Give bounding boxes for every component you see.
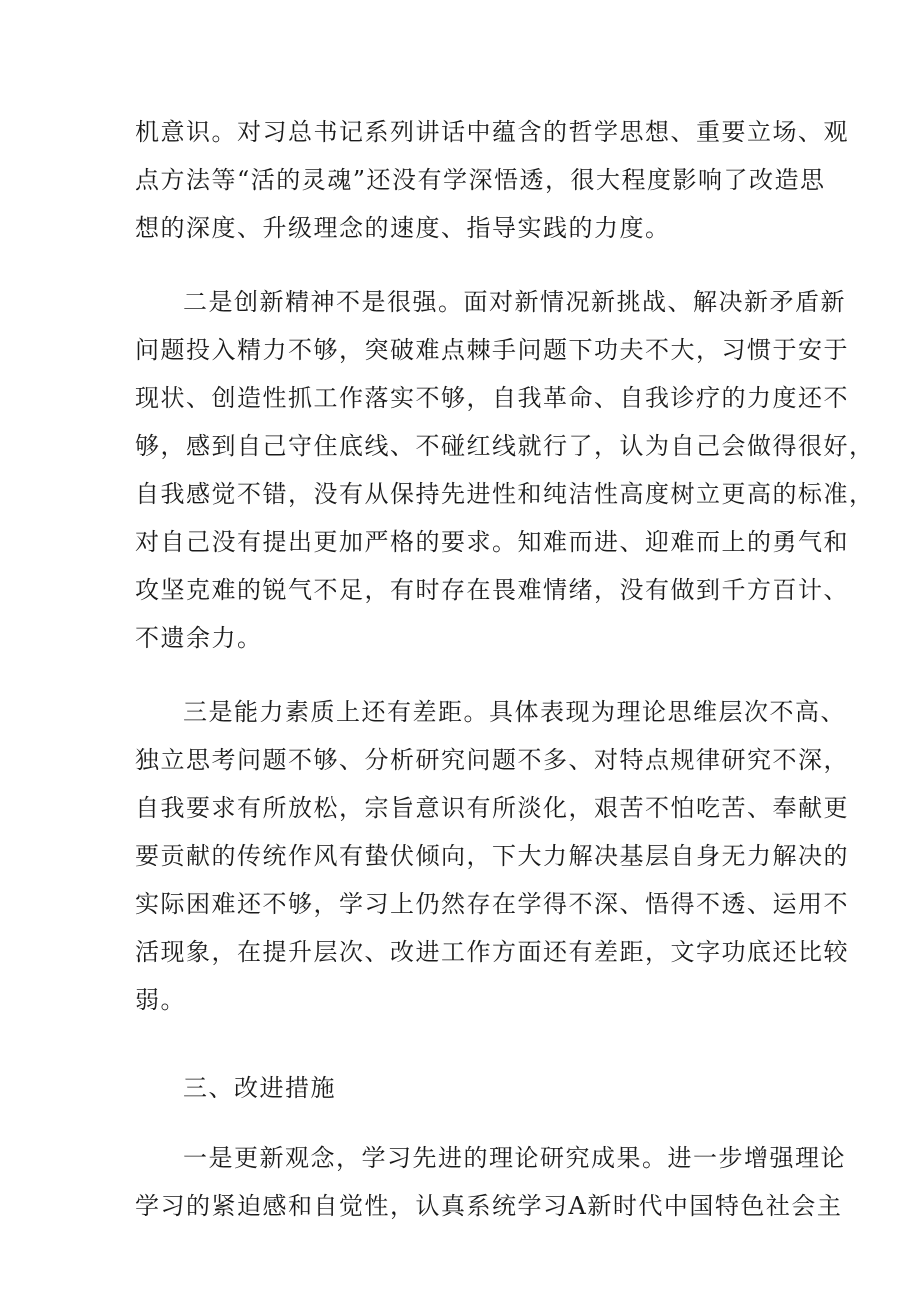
paragraph-line: 不遗余力。: [135, 624, 263, 652]
paragraph-line: 活现象，在提升层次、改进工作方面还有差距，文字功底还比较: [135, 938, 849, 966]
paragraph-line: 二是创新精神不是很强。面对新情况新挑战、解决新矛盾新: [183, 288, 846, 316]
paragraph-line: 对自己没有提出更加严格的要求。知难而进、迎难而上的勇气和: [135, 528, 849, 556]
paragraph-spacer: [135, 252, 805, 278]
paragraph-line: 三是能力素质上还有差距。具体表现为理论思维层次不高、: [183, 698, 846, 726]
paragraph-spacer: [135, 1112, 805, 1134]
paragraph-line: 弱。: [135, 986, 186, 1014]
paragraph-line: 一是更新观念，学习先进的理论研究成果。进一步增强理论: [183, 1144, 846, 1172]
paragraph-line: 机意识。对习总书记系列讲话中蕴含的哲学思想、重要立场、观: [135, 118, 849, 146]
paragraph-line: 自我要求有所放松，宗旨意识有所淡化，艰苦不怕吃苦、奉献更: [135, 794, 849, 822]
paragraph-1: [135, 108, 849, 252]
paragraph-spacer: [135, 1024, 805, 1064]
paragraph-spacer: [135, 662, 805, 688]
paragraph-line: 点方法等“活的灵魂”还没有学深悟透，很大程度影响了改造思: [135, 166, 826, 194]
paragraph-line: 学习的紧迫感和自觉性，认真系统学习A新时代中国特色社会主: [135, 1192, 843, 1220]
paragraph-2: [135, 278, 875, 662]
paragraph-line: 自我感觉不错，没有从保持先进性和纯洁性高度树立更高的标准，: [135, 480, 875, 508]
section-heading: 三、改进措施: [183, 1074, 336, 1102]
paragraph-3: [135, 688, 849, 1024]
paragraph-line: 想的深度、升级理念的速度、指导实践的力度。: [135, 214, 671, 242]
paragraph-line: 够，感到自己守住底线、不碰红线就行了，认为自己会做得很好，: [135, 432, 875, 460]
paragraph-4: [135, 1134, 846, 1230]
paragraph-line: 实际困难还不够，学习上仍然存在学得不深、悟得不透、运用不: [135, 890, 849, 918]
document-body: [135, 108, 875, 1230]
paragraph-line: 攻坚克难的锐气不足，有时存在畏难情绪，没有做到千方百计、: [135, 576, 849, 604]
paragraph-line: 独立思考问题不够、分析研究问题不多、对特点规律研究不深，: [135, 746, 849, 774]
paragraph-line: 要贡献的传统作风有蛰伏倾向，下大力解决基层自身无力解决的: [135, 842, 849, 870]
paragraph-line: 现状、创造性抓工作落实不够，自我革命、自我诊疗的力度还不: [135, 384, 849, 412]
paragraph-line: 问题投入精力不够，突破难点棘手问题下功夫不大，习惯于安于: [135, 336, 849, 364]
